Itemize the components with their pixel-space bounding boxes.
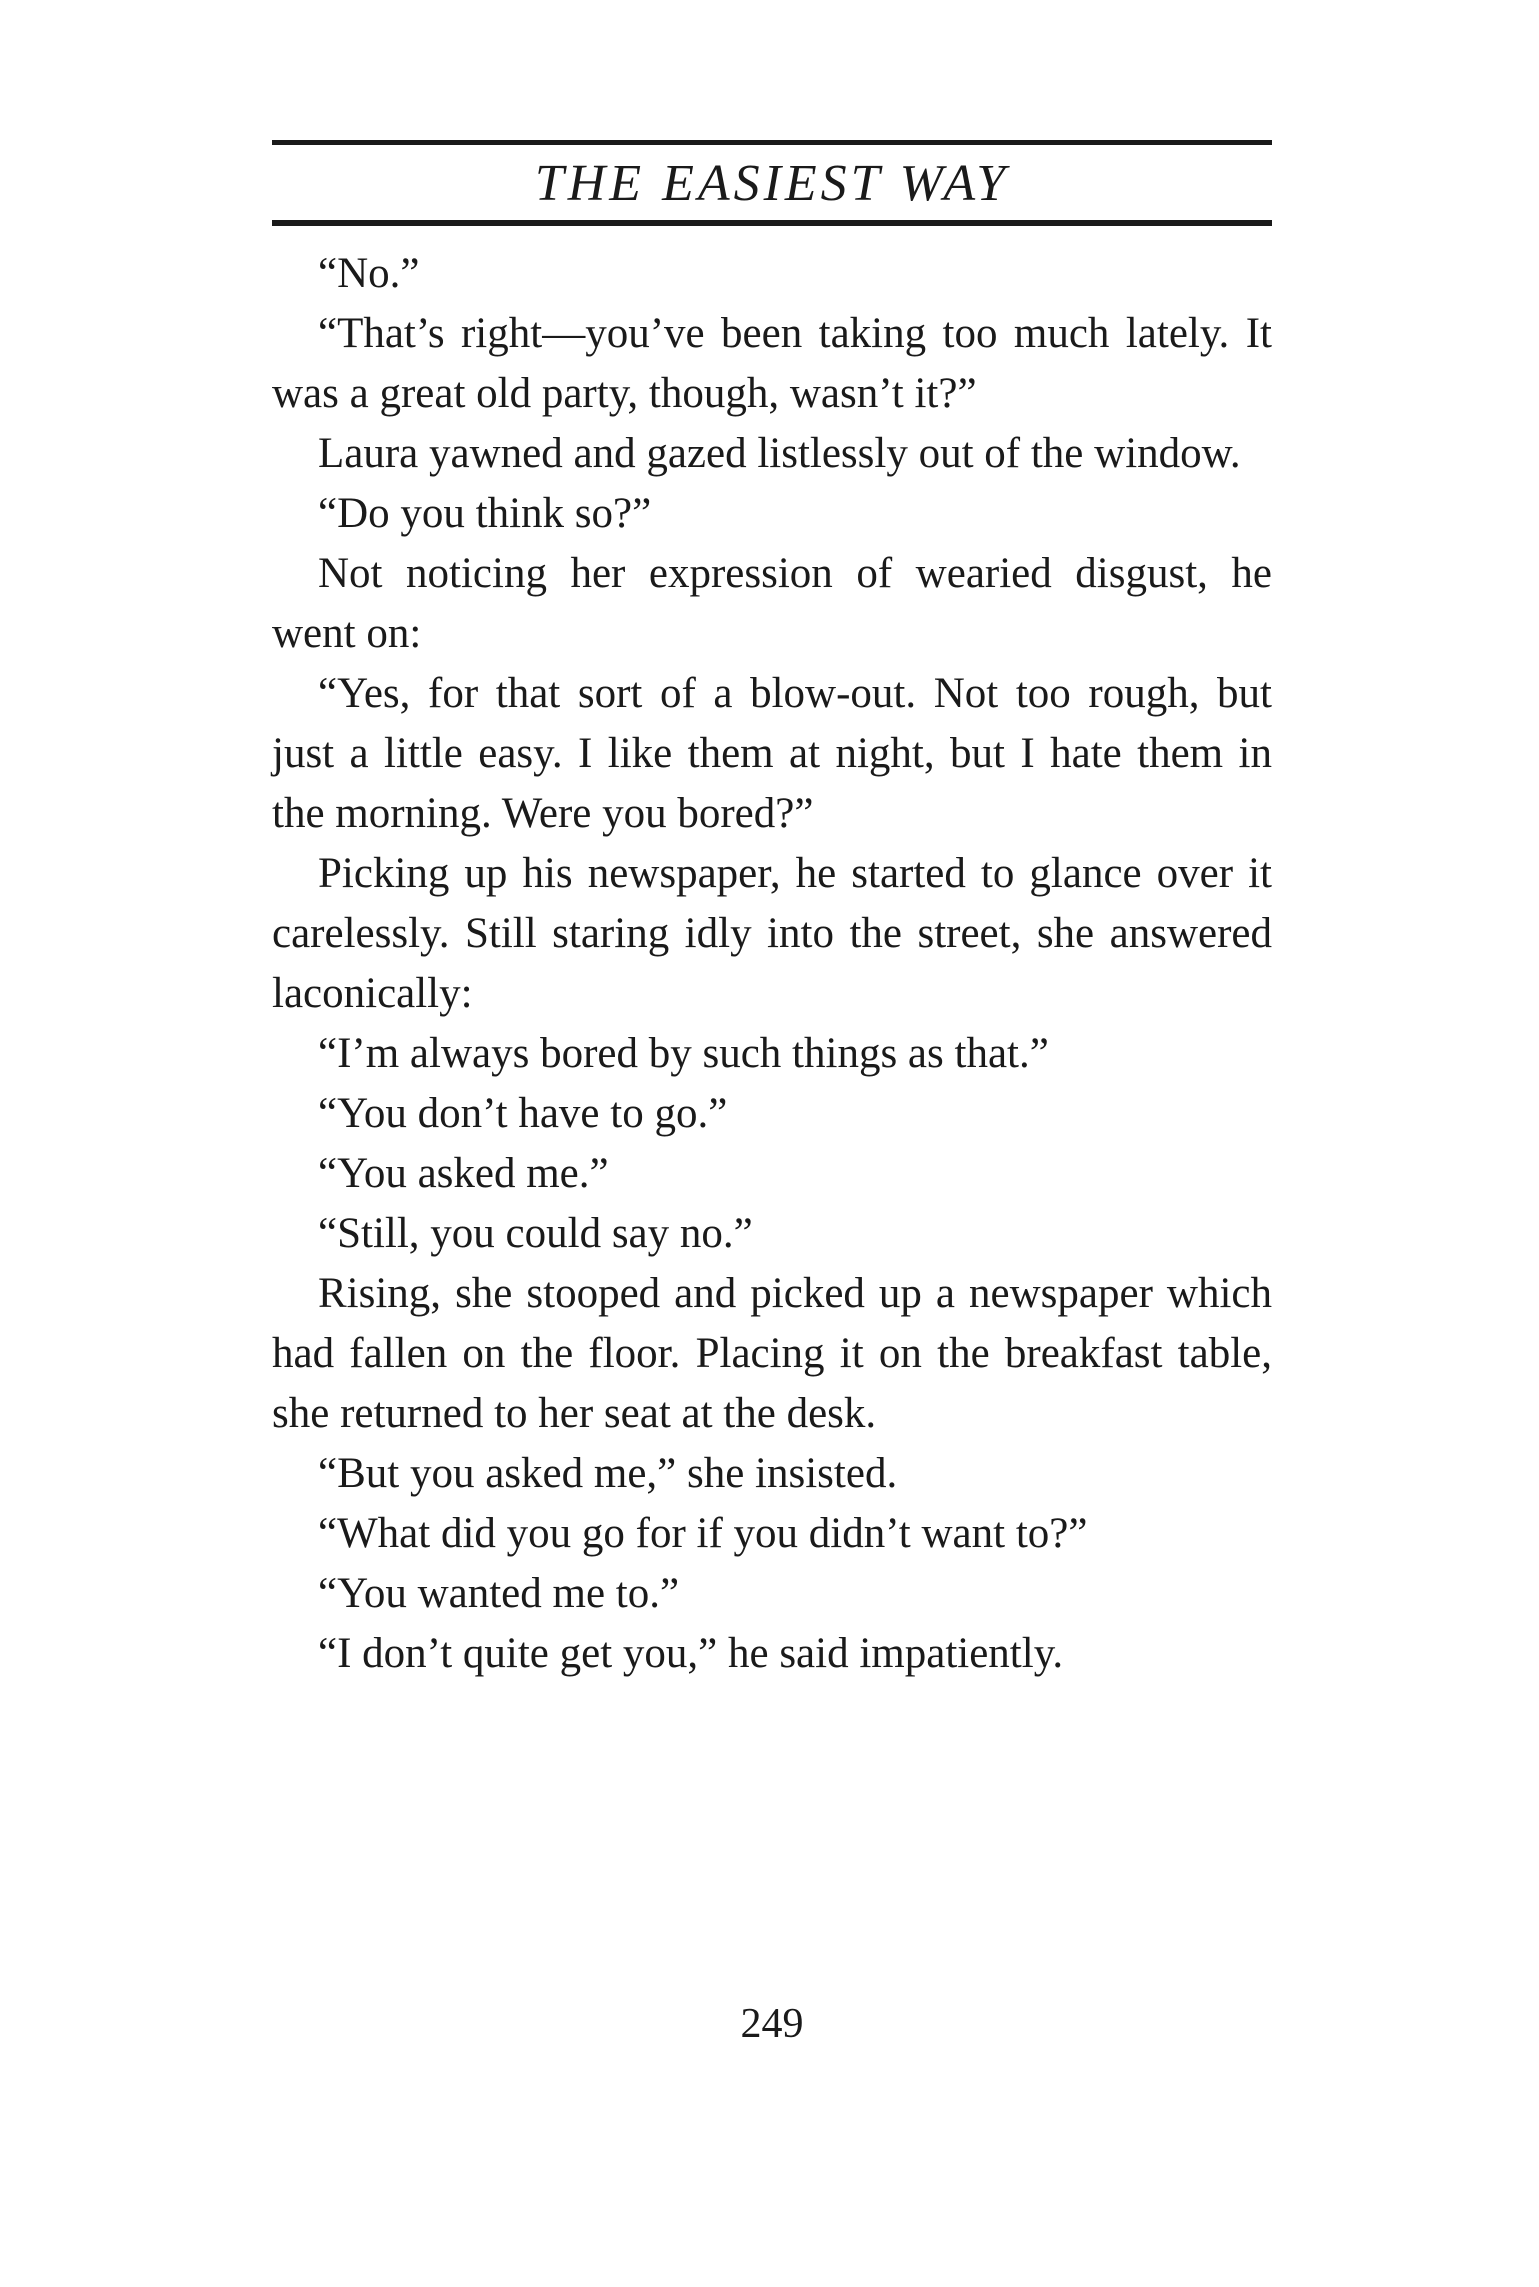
paragraph: “That’s right—you’ve been taking too much lately. It was a great old party, though, wasn’t it?” bbox=[272, 310, 1272, 417]
paragraph: “Do you think so?” bbox=[318, 490, 652, 537]
paragraph: “You wanted me to.” bbox=[318, 1570, 680, 1617]
paragraph: “I’m always bored by such things as that.” bbox=[318, 1030, 1049, 1077]
body-text bbox=[272, 244, 1272, 1684]
paragraph: “I don’t quite get you,” he said impatiently. bbox=[318, 1630, 1064, 1677]
paragraph: “Yes, for that sort of a blow-out. Not too rough, but just a little easy. I like them at night, but I hate them in the morning. Were you bored?” bbox=[272, 670, 1272, 837]
running-head: THE EASIEST WAY bbox=[534, 155, 1010, 212]
paragraph: Not noticing her expression of wearied disgust, he went on: bbox=[272, 550, 1272, 657]
paragraph: Rising, she stooped and picked up a newspaper which had fallen on the floor. Placing it on the breakfast table, she returned to her seat at the desk. bbox=[272, 1270, 1272, 1437]
paragraph: Laura yawned and gazed listlessly out of the window. bbox=[318, 430, 1241, 477]
paragraph: Picking up his newspaper, he started to glance over it carelessly. Still staring idly into the street, she answered laconically: bbox=[272, 850, 1272, 1017]
paragraph: “What did you go for if you didn’t want to?” bbox=[318, 1510, 1088, 1557]
page-number: 249 bbox=[740, 2001, 804, 2047]
paragraph: “You don’t have to go.” bbox=[318, 1090, 728, 1137]
header-rule-top bbox=[272, 140, 1272, 145]
paragraph: “Still, you could say no.” bbox=[318, 1210, 753, 1257]
header-rule-bottom bbox=[272, 220, 1272, 226]
paragraph: “No.” bbox=[318, 250, 420, 297]
paragraph: “But you asked me,” she insisted. bbox=[318, 1450, 898, 1497]
paragraph: “You asked me.” bbox=[318, 1150, 609, 1197]
